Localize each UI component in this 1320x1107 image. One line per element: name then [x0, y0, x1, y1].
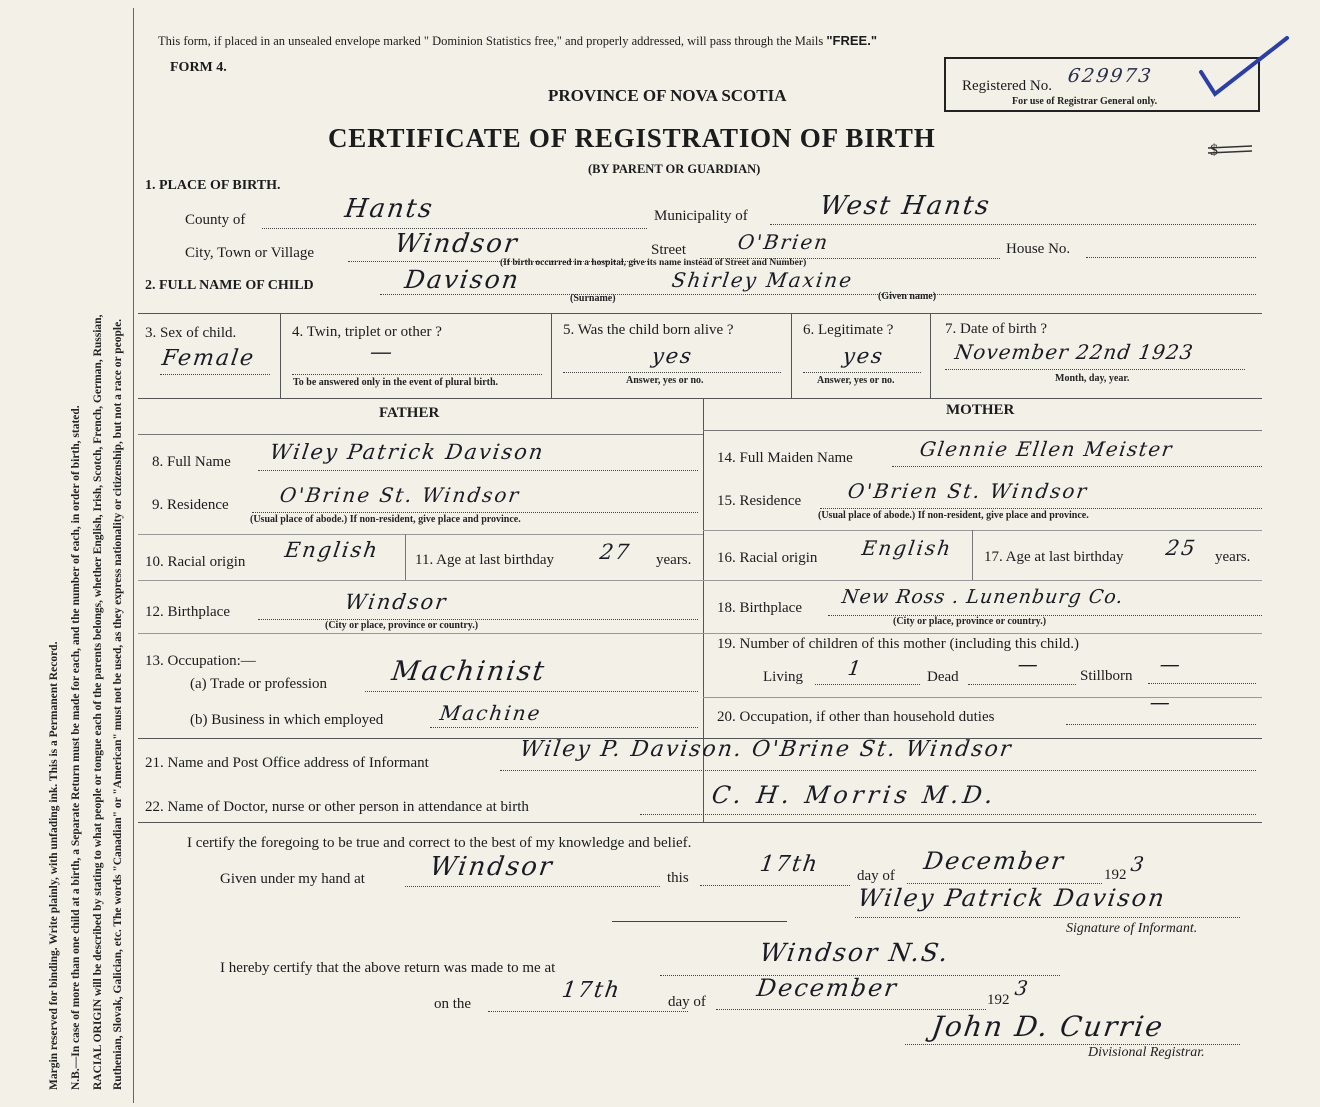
house-label: House No. [1006, 241, 1071, 257]
registrar-label: Divisional Registrar. [1088, 1045, 1205, 1060]
father-biz-label: (b) Business in which employed [190, 712, 384, 728]
mother-res-note: (Usual place of abode.) If non-resident, give place and province. [818, 510, 1089, 521]
given-place-line [405, 886, 660, 887]
father-heading-rule [138, 434, 703, 435]
registrar-note: For use of Registrar General only. [1012, 96, 1158, 107]
box-divider-4 [930, 313, 931, 398]
father-biz-value[interactable]: Machine [438, 701, 544, 725]
municipality-value[interactable]: West Hants [817, 191, 993, 221]
doctor-line [640, 814, 1256, 815]
surname-note: (Surname) [570, 293, 616, 304]
given-year-prefix: 192 [1104, 867, 1127, 883]
mother-living-line [815, 684, 920, 685]
child-surname-value[interactable]: Davison [402, 265, 523, 294]
given-label: Given under my hand at [220, 871, 365, 887]
father-age-value[interactable]: 27 [598, 540, 633, 564]
mother-dead-line [968, 684, 1076, 685]
return-label: I hereby certify that the above return was made to me at [220, 960, 556, 976]
father-res-line [252, 512, 698, 513]
return-year-value[interactable]: 3 [1013, 976, 1032, 1000]
mother-res-label: 15. Residence [717, 493, 802, 509]
legit-note: Answer, yes or no. [817, 375, 895, 386]
blue-check-mark [1195, 32, 1295, 102]
twin-line [292, 374, 542, 375]
father-trade-label: (a) Trade or profession [190, 676, 328, 692]
given-place-value[interactable]: Windsor [427, 852, 556, 882]
box-divider-1 [280, 313, 281, 398]
margin-line-4: Ruthenian, Slovak, Galician, etc. The words "Canadian" or "American" must not be used, as they express nationality or citizenship, but not a race or people. [112, 318, 124, 1090]
mother-age-label: 17. Age at last birthday [984, 549, 1124, 565]
twin-note: To be answered only in the event of plural birth. [293, 377, 499, 388]
mother-name-label: 14. Full Maiden Name [717, 450, 853, 466]
mail-notice-free: "FREE." [826, 33, 877, 48]
mother-name-value[interactable]: Glennie Ellen Meister [918, 437, 1175, 461]
mother-occ-line [1066, 724, 1256, 725]
margin-rule [133, 8, 134, 1103]
father-race-divider [405, 534, 406, 580]
father-heading: FATHER [379, 405, 440, 421]
informant-value[interactable]: Wiley P. Davison. O'Brine St. Windsor [518, 737, 1015, 762]
alive-label: 5. Was the child born alive ? [563, 322, 734, 338]
given-year-value[interactable]: 3 [1129, 852, 1148, 876]
given-day-line [700, 885, 850, 886]
county-value[interactable]: Hants [342, 194, 436, 224]
mother-children-top-rule [703, 633, 1262, 634]
certificate-subtitle: (BY PARENT OR GUARDIAN) [588, 162, 761, 176]
box-divider-3 [791, 313, 792, 398]
box-divider-2 [551, 313, 552, 398]
given-dayof-label: day of [857, 868, 895, 884]
registrar-signature[interactable]: John D. Currie [929, 1010, 1167, 1043]
city-value[interactable]: Windsor [392, 229, 521, 259]
doctor-value[interactable]: C. H. Morris M.D. [710, 781, 999, 809]
mother-name-line [892, 466, 1262, 467]
mother-bp-top-rule [703, 580, 1262, 581]
margin-line-2: N.B.—In case of more than one child at a birth, a Separate Return must be made for each, and the number of each, in order of birth, stated. [70, 405, 82, 1090]
child-name-label: 2. FULL NAME OF CHILD [145, 278, 314, 293]
mail-notice-text: This form, if placed in an unsealed envelope marked " Dominion Statistics free," and properly addressed, will pass through the Mails [158, 34, 827, 48]
father-occ-top-rule [138, 633, 703, 634]
father-age-suffix: years. [656, 552, 692, 568]
return-year-prefix: 192 [987, 992, 1010, 1008]
informant-line [500, 770, 1256, 771]
return-month-value[interactable]: December [755, 974, 900, 1002]
blank-signature-line [612, 921, 787, 922]
city-label: City, Town or Village [185, 245, 315, 261]
sex-line [160, 374, 270, 375]
certify-top-rule [138, 822, 1262, 823]
father-race-value[interactable]: English [283, 538, 381, 562]
child-name-line [380, 294, 1256, 295]
child-given-value[interactable]: Shirley Maxine [670, 268, 855, 292]
dob-line [945, 369, 1245, 370]
father-name-value[interactable]: Wiley Patrick Davison [268, 440, 547, 464]
father-trade-value[interactable]: Machinist [389, 656, 548, 687]
mother-race-divider [972, 530, 973, 580]
given-note: (Given name) [878, 291, 937, 302]
struck-mark [1206, 140, 1256, 160]
mother-children-label: 19. Number of children of this mother (including this child.) [717, 636, 1080, 652]
father-bp-note: (City or place, province or country.) [325, 620, 479, 631]
informant-label: 21. Name and Post Office address of Informant [145, 755, 429, 771]
alive-note: Answer, yes or no. [626, 375, 704, 386]
informant-sig-label: Signature of Informant. [1066, 921, 1198, 936]
father-age-label: 11. Age at last birthday [415, 552, 554, 568]
twin-label: 4. Twin, triplet or other ? [292, 324, 442, 340]
father-res-note: (Usual place of abode.) If non-resident, give place and province. [250, 514, 521, 525]
informant-signature[interactable]: Wiley Patrick Davison [856, 884, 1168, 912]
father-name-label: 8. Full Name [152, 454, 231, 470]
province-heading: PROVINCE OF NOVA SCOTIA [548, 86, 787, 105]
father-occ-label: 13. Occupation:— [145, 653, 256, 669]
mother-occ-top-rule [703, 697, 1262, 698]
form-number: FORM 4. [170, 60, 227, 75]
dob-label: 7. Date of birth ? [945, 321, 1048, 337]
mother-age-suffix: years. [1215, 549, 1251, 565]
mother-res-line [820, 508, 1262, 509]
street-value[interactable]: O'Brien [736, 230, 831, 254]
return-dayof-label: day of [668, 994, 706, 1010]
father-race-label: 10. Racial origin [145, 554, 246, 570]
mother-dead-label: Dead [927, 669, 959, 685]
alive-value[interactable]: yes [650, 344, 695, 368]
mother-bp-value[interactable]: New Ross . Lunenburg Co. [840, 586, 1126, 608]
father-bp-top-rule [138, 580, 703, 581]
svg-text:$: $ [1210, 142, 1218, 159]
alive-line [563, 372, 781, 373]
legit-value[interactable]: yes [841, 344, 886, 368]
father-res-value[interactable]: O'Brine St. Windsor [278, 483, 522, 507]
sex-value[interactable]: Female [160, 346, 257, 371]
father-biz-line [430, 727, 698, 728]
mother-bp-label: 18. Birthplace [717, 600, 802, 616]
given-this-label: this [667, 870, 689, 886]
certify-statement: I certify the foregoing to be true and correct to the best of my knowledge and belief. [187, 835, 692, 851]
father-bp-label: 12. Birthplace [145, 604, 230, 620]
mother-still-value[interactable]: — [1158, 652, 1184, 676]
twin-value[interactable]: — [368, 340, 396, 365]
legit-label: 6. Legitimate ? [803, 322, 894, 338]
hospital-note: (If birth occurred in a hospital, give its name instead of Street and Number) [500, 258, 807, 268]
place-of-birth-heading: 1. PLACE OF BIRTH. [145, 178, 281, 193]
registered-number: 629973 [1066, 65, 1155, 87]
sex-label: 3. Sex of child. [145, 325, 237, 341]
county-label: County of [185, 212, 246, 228]
mail-notice [158, 33, 877, 49]
given-month-value[interactable]: December [922, 847, 1067, 875]
mother-living-label: Living [763, 669, 803, 685]
legit-line [803, 372, 921, 373]
doctor-label: 22. Name of Doctor, nurse or other person in attendance at birth [145, 799, 529, 815]
municipality-line [770, 224, 1256, 225]
certificate-title: CERTIFICATE OF REGISTRATION OF BIRTH [328, 123, 936, 153]
return-place-value[interactable]: Windsor N.S. [757, 938, 952, 967]
given-day-value[interactable]: 17th [758, 852, 821, 877]
mother-still-line [1148, 683, 1256, 684]
dob-note: Month, day, year. [1055, 373, 1130, 384]
mother-age-value[interactable]: 25 [1164, 536, 1199, 560]
mother-occ-label: 20. Occupation, if other than household duties [717, 709, 995, 725]
mother-race-label: 16. Racial origin [717, 550, 818, 566]
dob-value[interactable]: November 22nd 1923 [953, 340, 1196, 364]
mother-bp-note: (City or place, province or country.) [893, 616, 1047, 627]
row-top-rule [138, 313, 1262, 314]
return-day-value[interactable]: 17th [560, 978, 623, 1003]
mother-heading: MOTHER [946, 402, 1015, 418]
municipality-label: Municipality of [654, 208, 748, 224]
mother-occ-value[interactable]: — [1148, 690, 1174, 714]
return-day-line [488, 1011, 688, 1012]
registered-label: Registered No. [962, 78, 1052, 94]
father-race-top-rule [138, 534, 703, 535]
return-on-the-label: on the [434, 996, 472, 1012]
mother-dead-value[interactable]: — [1016, 652, 1042, 676]
mother-race-value[interactable]: English [860, 536, 954, 560]
informant-sig-line [855, 917, 1240, 918]
father-trade-line [365, 691, 698, 692]
parents-top-rule [138, 398, 1262, 399]
mother-living-value[interactable]: 1 [846, 656, 865, 680]
mother-res-value[interactable]: O'Brien St. Windsor [846, 479, 1090, 503]
margin-line-3: RACIAL ORIGIN will be described by stating to what people or tongue each of the parents belongs, whether English, Irish, Scotch, French, German, Russian, [92, 314, 104, 1090]
father-res-label: 9. Residence [152, 497, 229, 513]
margin-line-1: Margin reserved for binding. Write plainly, with unfading ink. This is a Permanent Record. [48, 641, 60, 1090]
father-name-line [258, 470, 698, 471]
street-label: Street [651, 242, 686, 258]
house-line [1086, 257, 1256, 258]
father-bp-value[interactable]: Windsor [343, 590, 450, 614]
mother-heading-rule [703, 430, 1262, 431]
mother-race-top-rule [703, 530, 1262, 531]
mother-still-label: Stillborn [1080, 668, 1133, 684]
